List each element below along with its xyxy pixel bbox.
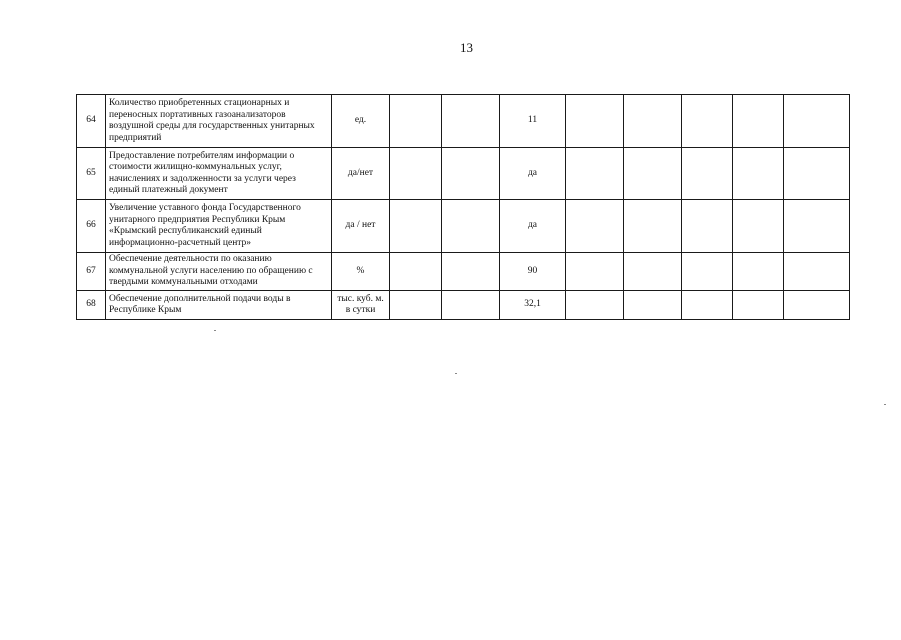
scan-speck xyxy=(214,330,216,331)
empty-cell xyxy=(682,200,733,253)
empty-cell xyxy=(682,148,733,200)
empty-cell xyxy=(442,95,500,148)
empty-cell xyxy=(442,291,500,320)
table-row xyxy=(77,200,850,253)
table-row xyxy=(77,148,850,200)
empty-cell xyxy=(682,95,733,148)
empty-cell xyxy=(390,253,442,291)
empty-cell xyxy=(784,95,850,148)
empty-cell xyxy=(624,253,682,291)
indicator-description: Увеличение уставного фонда Государственного унитарного предприятия Республики Крым «Крымский республиканский единый информационно-расчетный центр» xyxy=(106,200,332,253)
table-row xyxy=(77,95,850,148)
indicator-description: Обеспечение дополнительной подачи воды в Республике Крым xyxy=(106,291,332,320)
empty-cell xyxy=(784,291,850,320)
empty-cell xyxy=(566,95,624,148)
unit-cell: тыс. куб. м. в сутки xyxy=(332,291,390,320)
empty-cell xyxy=(390,148,442,200)
empty-cell xyxy=(624,148,682,200)
scan-speck xyxy=(884,404,886,405)
unit-cell: % xyxy=(332,253,390,291)
value-cell: 90 xyxy=(500,253,566,291)
row-number: 65 xyxy=(77,148,106,200)
indicator-description: Обеспечение деятельности по оказанию коммунальной услуги населению по обращению с твердыми коммунальными отходами xyxy=(106,253,332,291)
empty-cell xyxy=(784,253,850,291)
empty-cell xyxy=(624,95,682,148)
value-cell: 32,1 xyxy=(500,291,566,320)
row-number: 68 xyxy=(77,291,106,320)
unit-cell: да / нет xyxy=(332,200,390,253)
value-cell: да xyxy=(500,148,566,200)
indicators-table xyxy=(76,94,850,320)
row-number: 67 xyxy=(77,253,106,291)
empty-cell xyxy=(733,148,784,200)
empty-cell xyxy=(390,95,442,148)
empty-cell xyxy=(442,200,500,253)
empty-cell xyxy=(390,291,442,320)
empty-cell xyxy=(624,200,682,253)
row-number: 66 xyxy=(77,200,106,253)
empty-cell xyxy=(682,291,733,320)
indicator-description: Предоставление потребителям информации о стоимости жилищно-коммунальных услуг, начислениях и задолженности за услуги через единый платежный документ xyxy=(106,148,332,200)
empty-cell xyxy=(733,95,784,148)
indicator-description: Количество приобретенных стационарных и переносных портативных газоанализаторов воздушной среды для государственных унитарных предприятий xyxy=(106,95,332,148)
empty-cell xyxy=(566,253,624,291)
empty-cell xyxy=(566,291,624,320)
empty-cell xyxy=(624,291,682,320)
value-cell: да xyxy=(500,200,566,253)
scan-speck xyxy=(455,373,457,374)
empty-cell xyxy=(442,253,500,291)
row-number: 64 xyxy=(77,95,106,148)
empty-cell xyxy=(733,200,784,253)
empty-cell xyxy=(390,200,442,253)
empty-cell xyxy=(682,253,733,291)
page-number: 13 xyxy=(460,40,473,55)
empty-cell xyxy=(566,148,624,200)
empty-cell xyxy=(733,253,784,291)
empty-cell xyxy=(784,200,850,253)
unit-cell: ед. xyxy=(332,95,390,148)
table-row xyxy=(77,291,850,320)
empty-cell xyxy=(733,291,784,320)
empty-cell xyxy=(784,148,850,200)
unit-cell: да/нет xyxy=(332,148,390,200)
empty-cell xyxy=(442,148,500,200)
value-cell: 11 xyxy=(500,95,566,148)
table-row xyxy=(77,253,850,291)
empty-cell xyxy=(566,200,624,253)
